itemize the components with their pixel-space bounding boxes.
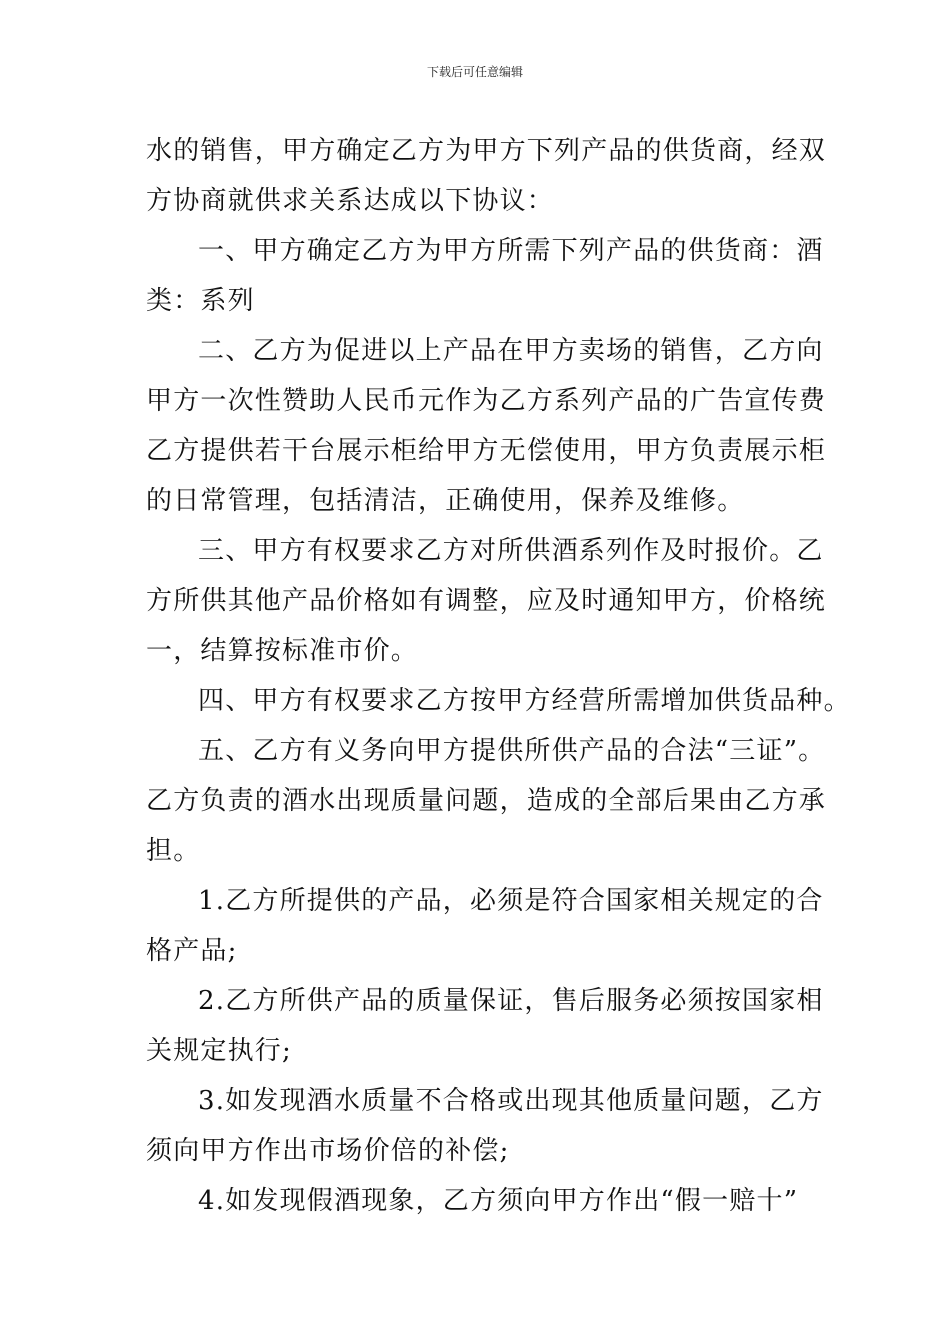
document-line: 关规定执行; xyxy=(146,1036,292,1066)
document-line: 的日常管理，包括清洁，正确使用，保养及维修。 xyxy=(146,486,745,516)
document-line: 二、乙方为促进以上产品在甲方卖场的销售，乙方向 xyxy=(198,336,824,366)
document-line: 担。 xyxy=(146,836,201,866)
document-line: 类：系列 xyxy=(146,286,255,316)
document-line: 1.乙方所提供的产品，必须是符合国家相关规定的合 xyxy=(198,886,824,916)
document-line: 一，结算按标准市价。 xyxy=(146,636,419,666)
document-line: 4.如发现假酒现象，乙方须向甲方作出“假一赔十” xyxy=(198,1186,799,1216)
document-line: 水的销售，甲方确定乙方为甲方下列产品的供货商，经双 xyxy=(146,136,827,166)
document-line: 一、甲方确定乙方为甲方所需下列产品的供货商：酒 xyxy=(198,236,824,266)
document-line: 2.乙方所供产品的质量保证，售后服务必须按国家相 xyxy=(198,986,824,1016)
document-line: 方所供其他产品价格如有调整，应及时通知甲方，价格统 xyxy=(146,586,827,616)
document-line: 四、甲方有权要求乙方按甲方经营所需增加供货品种。 xyxy=(198,686,851,716)
document-body xyxy=(146,126,851,1226)
page-header: 下载后可任意编辑 xyxy=(426,65,523,79)
document-line: 五、乙方有义务向甲方提供所供产品的合法“三证”。 xyxy=(198,736,826,766)
document-line: 三、甲方有权要求乙方对所供酒系列作及时报价。乙 xyxy=(198,536,824,566)
document-line: 乙方负责的酒水出现质量问题，造成的全部后果由乙方承 xyxy=(146,786,827,816)
document-line: 乙方提供若干台展示柜给甲方无偿使用，甲方负责展示柜 xyxy=(146,436,827,466)
document-line: 3.如发现酒水质量不合格或出现其他质量问题，乙方 xyxy=(198,1086,824,1116)
document-line: 格产品; xyxy=(146,936,238,966)
document-line: 须向甲方作出市场价倍的补偿; xyxy=(146,1136,510,1166)
document-line: 甲方一次性赞助人民币元作为乙方系列产品的广告宣传费 xyxy=(146,386,827,416)
document-line: 方协商就供求关系达成以下协议： xyxy=(146,186,555,216)
